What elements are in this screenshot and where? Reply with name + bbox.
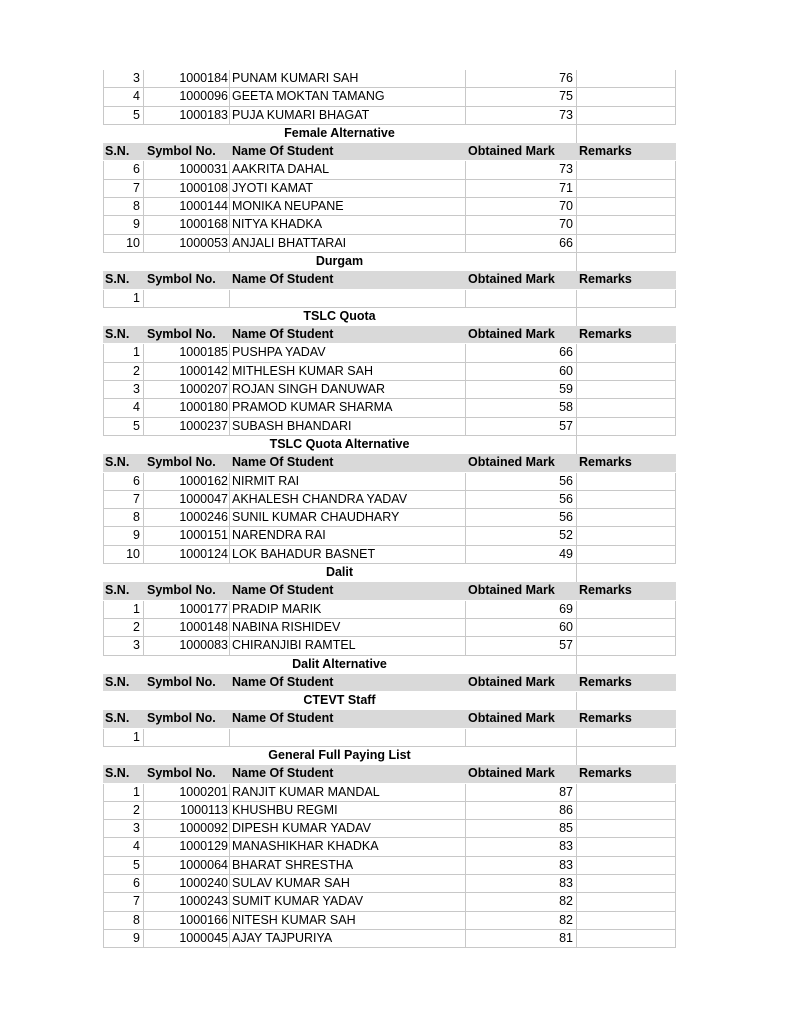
header-remarks-cell: Remarks [577, 710, 676, 728]
name-cell: RANJIT KUMAR MANDAL [230, 784, 466, 802]
header-symbol-cell: Symbol No. [144, 765, 230, 783]
mark-cell: 69 [466, 601, 577, 619]
remarks-cell [577, 70, 676, 88]
header-remarks-cell: Remarks [577, 582, 676, 600]
section-title: Durgam [103, 253, 577, 271]
header-sn-cell: S.N. [103, 765, 144, 783]
table-row [103, 875, 676, 893]
symbol-cell: 1000142 [144, 363, 230, 381]
sn-cell: 7 [103, 491, 144, 509]
sn-cell: 3 [103, 820, 144, 838]
name-cell: SUMIT KUMAR YADAV [230, 893, 466, 911]
mark-cell: 83 [466, 857, 577, 875]
section-title: Female Alternative [103, 125, 577, 143]
table-row [103, 820, 676, 838]
mark-cell: 70 [466, 198, 577, 216]
name-cell: NITESH KUMAR SAH [230, 912, 466, 930]
symbol-cell: 1000185 [144, 344, 230, 362]
name-cell [230, 729, 466, 747]
name-cell: ANJALI BHATTARAI [230, 235, 466, 253]
sn-cell: 9 [103, 216, 144, 234]
symbol-cell: 1000148 [144, 619, 230, 637]
table-row [103, 893, 676, 911]
header-symbol-cell: Symbol No. [144, 454, 230, 472]
remarks-cell [577, 930, 676, 948]
symbol-cell: 1000092 [144, 820, 230, 838]
remarks-cell [577, 784, 676, 802]
name-cell [230, 290, 466, 308]
header-mark-cell: Obtained Mark [466, 710, 577, 728]
sn-cell: 10 [103, 546, 144, 564]
sn-cell: 7 [103, 893, 144, 911]
header-name-cell: Name Of Student [230, 143, 466, 161]
section-title-row [103, 253, 676, 271]
remarks-cell [577, 912, 676, 930]
remarks-cell [577, 473, 676, 491]
mark-cell: 49 [466, 546, 577, 564]
symbol-cell: 1000240 [144, 875, 230, 893]
mark-cell: 87 [466, 784, 577, 802]
symbol-cell [144, 290, 230, 308]
name-cell: GEETA MOKTAN TAMANG [230, 88, 466, 106]
mark-cell: 58 [466, 399, 577, 417]
section-title: TSLC Quota [103, 308, 577, 326]
name-cell: NIRMIT RAI [230, 473, 466, 491]
sn-cell: 10 [103, 235, 144, 253]
header-sn-cell: S.N. [103, 143, 144, 161]
remarks-cell [577, 198, 676, 216]
sn-cell: 1 [103, 290, 144, 308]
remarks-cell [577, 235, 676, 253]
remarks-cell [577, 729, 676, 747]
name-cell: SULAV KUMAR SAH [230, 875, 466, 893]
table-row [103, 729, 676, 747]
symbol-cell: 1000083 [144, 637, 230, 655]
header-remarks-cell: Remarks [577, 765, 676, 783]
remarks-cell [577, 491, 676, 509]
sn-cell: 8 [103, 912, 144, 930]
symbol-cell: 1000184 [144, 70, 230, 88]
section-title-row [103, 308, 676, 326]
table-row [103, 88, 676, 106]
remarks-cell [577, 180, 676, 198]
header-symbol-cell: Symbol No. [144, 326, 230, 344]
remarks-cell [577, 344, 676, 362]
mark-cell: 70 [466, 216, 577, 234]
section-title: Dalit [103, 564, 577, 582]
remarks-cell [577, 290, 676, 308]
remarks-cell [577, 802, 676, 820]
header-remarks-cell: Remarks [577, 271, 676, 289]
name-cell: PUSHPA YADAV [230, 344, 466, 362]
column-header-row [103, 143, 676, 161]
table-row [103, 198, 676, 216]
column-header-row [103, 326, 676, 344]
mark-cell: 56 [466, 473, 577, 491]
remarks-cell [577, 527, 676, 545]
sn-cell: 9 [103, 930, 144, 948]
sn-cell: 4 [103, 838, 144, 856]
table-row [103, 546, 676, 564]
symbol-cell: 1000168 [144, 216, 230, 234]
symbol-cell: 1000047 [144, 491, 230, 509]
mark-cell: 57 [466, 418, 577, 436]
sn-cell: 4 [103, 399, 144, 417]
mark-cell: 52 [466, 527, 577, 545]
sn-cell: 2 [103, 363, 144, 381]
mark-cell: 66 [466, 344, 577, 362]
header-remarks-cell: Remarks [577, 326, 676, 344]
remarks-cell [577, 875, 676, 893]
section-title-blank [577, 656, 676, 674]
header-name-cell: Name Of Student [230, 271, 466, 289]
section-title: General Full Paying List [103, 747, 577, 765]
mark-cell: 59 [466, 381, 577, 399]
name-cell: PUJA KUMARI BHAGAT [230, 107, 466, 125]
header-mark-cell: Obtained Mark [466, 674, 577, 692]
section-title-blank [577, 692, 676, 710]
mark-cell: 60 [466, 619, 577, 637]
symbol-cell [144, 729, 230, 747]
mark-cell: 56 [466, 491, 577, 509]
header-symbol-cell: Symbol No. [144, 710, 230, 728]
remarks-cell [577, 601, 676, 619]
mark-cell: 85 [466, 820, 577, 838]
section-title-row [103, 436, 676, 454]
symbol-cell: 1000045 [144, 930, 230, 948]
sn-cell: 5 [103, 857, 144, 875]
mark-cell: 56 [466, 509, 577, 527]
table-row [103, 344, 676, 362]
symbol-cell: 1000144 [144, 198, 230, 216]
header-mark-cell: Obtained Mark [466, 143, 577, 161]
remarks-cell [577, 363, 676, 381]
header-name-cell: Name Of Student [230, 710, 466, 728]
mark-cell: 75 [466, 88, 577, 106]
symbol-cell: 1000243 [144, 893, 230, 911]
section-title-row [103, 692, 676, 710]
section-title-blank [577, 308, 676, 326]
sn-cell: 5 [103, 418, 144, 436]
name-cell: NITYA KHADKA [230, 216, 466, 234]
sn-cell: 9 [103, 527, 144, 545]
column-header-row [103, 454, 676, 472]
remarks-cell [577, 107, 676, 125]
symbol-cell: 1000180 [144, 399, 230, 417]
symbol-cell: 1000151 [144, 527, 230, 545]
sn-cell: 1 [103, 729, 144, 747]
remarks-cell [577, 381, 676, 399]
section-title-blank [577, 253, 676, 271]
name-cell: LOK BAHADUR BASNET [230, 546, 466, 564]
mark-cell: 60 [466, 363, 577, 381]
name-cell: MITHLESH KUMAR SAH [230, 363, 466, 381]
symbol-cell: 1000246 [144, 509, 230, 527]
sn-cell: 8 [103, 198, 144, 216]
sn-cell: 8 [103, 509, 144, 527]
section-title-blank [577, 436, 676, 454]
symbol-cell: 1000108 [144, 180, 230, 198]
header-sn-cell: S.N. [103, 271, 144, 289]
header-symbol-cell: Symbol No. [144, 674, 230, 692]
table-row [103, 912, 676, 930]
header-mark-cell: Obtained Mark [466, 765, 577, 783]
mark-cell: 82 [466, 893, 577, 911]
remarks-cell [577, 820, 676, 838]
symbol-cell: 1000064 [144, 857, 230, 875]
table-row [103, 637, 676, 655]
section-title-row [103, 747, 676, 765]
name-cell: NABINA RISHIDEV [230, 619, 466, 637]
remarks-cell [577, 619, 676, 637]
name-cell: AAKRITA DAHAL [230, 161, 466, 179]
mark-cell [466, 290, 577, 308]
symbol-cell: 1000129 [144, 838, 230, 856]
section-title: TSLC Quota Alternative [103, 436, 577, 454]
section-title-row [103, 656, 676, 674]
sn-cell: 4 [103, 88, 144, 106]
remarks-cell [577, 509, 676, 527]
header-symbol-cell: Symbol No. [144, 582, 230, 600]
name-cell: MONIKA NEUPANE [230, 198, 466, 216]
header-sn-cell: S.N. [103, 582, 144, 600]
sn-cell: 6 [103, 875, 144, 893]
section-title-blank [577, 125, 676, 143]
table-row [103, 216, 676, 234]
header-sn-cell: S.N. [103, 454, 144, 472]
name-cell: DIPESH KUMAR YADAV [230, 820, 466, 838]
symbol-cell: 1000162 [144, 473, 230, 491]
name-cell: CHIRANJIBI RAMTEL [230, 637, 466, 655]
name-cell: JYOTI KAMAT [230, 180, 466, 198]
symbol-cell: 1000183 [144, 107, 230, 125]
table-row [103, 601, 676, 619]
table-row [103, 235, 676, 253]
name-cell: PRAMOD KUMAR SHARMA [230, 399, 466, 417]
section-title-blank [577, 747, 676, 765]
symbol-cell: 1000113 [144, 802, 230, 820]
merit-list-sheet [103, 70, 676, 948]
name-cell: AJAY TAJPURIYA [230, 930, 466, 948]
symbol-cell: 1000096 [144, 88, 230, 106]
symbol-cell: 1000201 [144, 784, 230, 802]
symbol-cell: 1000124 [144, 546, 230, 564]
sn-cell: 5 [103, 107, 144, 125]
sn-cell: 1 [103, 784, 144, 802]
symbol-cell: 1000031 [144, 161, 230, 179]
name-cell: ROJAN SINGH DANUWAR [230, 381, 466, 399]
table-row [103, 838, 676, 856]
table-row [103, 290, 676, 308]
header-name-cell: Name Of Student [230, 326, 466, 344]
header-remarks-cell: Remarks [577, 454, 676, 472]
symbol-cell: 1000207 [144, 381, 230, 399]
remarks-cell [577, 88, 676, 106]
header-symbol-cell: Symbol No. [144, 271, 230, 289]
header-name-cell: Name Of Student [230, 674, 466, 692]
header-remarks-cell: Remarks [577, 674, 676, 692]
symbol-cell: 1000177 [144, 601, 230, 619]
remarks-cell [577, 418, 676, 436]
table-row [103, 619, 676, 637]
name-cell: MANASHIKHAR KHADKA [230, 838, 466, 856]
header-name-cell: Name Of Student [230, 765, 466, 783]
table-row [103, 491, 676, 509]
table-row [103, 784, 676, 802]
remarks-cell [577, 857, 676, 875]
header-sn-cell: S.N. [103, 674, 144, 692]
table-row [103, 509, 676, 527]
column-header-row [103, 710, 676, 728]
mark-cell: 83 [466, 875, 577, 893]
table-row [103, 107, 676, 125]
header-name-cell: Name Of Student [230, 582, 466, 600]
remarks-cell [577, 161, 676, 179]
remarks-cell [577, 838, 676, 856]
sn-cell: 3 [103, 381, 144, 399]
sn-cell: 7 [103, 180, 144, 198]
sn-cell: 6 [103, 473, 144, 491]
name-cell: BHARAT SHRESTHA [230, 857, 466, 875]
table-row [103, 418, 676, 436]
section-title-blank [577, 564, 676, 582]
mark-cell: 86 [466, 802, 577, 820]
header-mark-cell: Obtained Mark [466, 271, 577, 289]
name-cell: PUNAM KUMARI SAH [230, 70, 466, 88]
header-symbol-cell: Symbol No. [144, 143, 230, 161]
table-row [103, 399, 676, 417]
header-mark-cell: Obtained Mark [466, 326, 577, 344]
mark-cell: 71 [466, 180, 577, 198]
name-cell: SUNIL KUMAR CHAUDHARY [230, 509, 466, 527]
header-sn-cell: S.N. [103, 710, 144, 728]
sn-cell: 2 [103, 619, 144, 637]
symbol-cell: 1000166 [144, 912, 230, 930]
header-sn-cell: S.N. [103, 326, 144, 344]
remarks-cell [577, 399, 676, 417]
header-name-cell: Name Of Student [230, 454, 466, 472]
symbol-cell: 1000237 [144, 418, 230, 436]
mark-cell [466, 729, 577, 747]
name-cell: SUBASH BHANDARI [230, 418, 466, 436]
mark-cell: 73 [466, 107, 577, 125]
section-title-row [103, 125, 676, 143]
sn-cell: 3 [103, 70, 144, 88]
mark-cell: 66 [466, 235, 577, 253]
mark-cell: 73 [466, 161, 577, 179]
symbol-cell: 1000053 [144, 235, 230, 253]
column-header-row [103, 582, 676, 600]
section-title: CTEVT Staff [103, 692, 577, 710]
remarks-cell [577, 637, 676, 655]
mark-cell: 82 [466, 912, 577, 930]
section-title-row [103, 564, 676, 582]
table-row [103, 180, 676, 198]
section-title: Dalit Alternative [103, 656, 577, 674]
table-row [103, 363, 676, 381]
header-mark-cell: Obtained Mark [466, 582, 577, 600]
name-cell: KHUSHBU REGMI [230, 802, 466, 820]
sn-cell: 3 [103, 637, 144, 655]
mark-cell: 57 [466, 637, 577, 655]
name-cell: PRADIP MARIK [230, 601, 466, 619]
table-row [103, 527, 676, 545]
table-row [103, 70, 676, 88]
name-cell: AKHALESH CHANDRA YADAV [230, 491, 466, 509]
sn-cell: 2 [103, 802, 144, 820]
mark-cell: 81 [466, 930, 577, 948]
sn-cell: 1 [103, 601, 144, 619]
header-remarks-cell: Remarks [577, 143, 676, 161]
column-header-row [103, 271, 676, 289]
column-header-row [103, 765, 676, 783]
header-mark-cell: Obtained Mark [466, 454, 577, 472]
mark-cell: 83 [466, 838, 577, 856]
table-row [103, 161, 676, 179]
column-header-row [103, 674, 676, 692]
mark-cell: 76 [466, 70, 577, 88]
sn-cell: 1 [103, 344, 144, 362]
sn-cell: 6 [103, 161, 144, 179]
table-row [103, 930, 676, 948]
table-row [103, 381, 676, 399]
table-row [103, 857, 676, 875]
remarks-cell [577, 893, 676, 911]
remarks-cell [577, 546, 676, 564]
remarks-cell [577, 216, 676, 234]
name-cell: NARENDRA RAI [230, 527, 466, 545]
table-row [103, 473, 676, 491]
table-row [103, 802, 676, 820]
